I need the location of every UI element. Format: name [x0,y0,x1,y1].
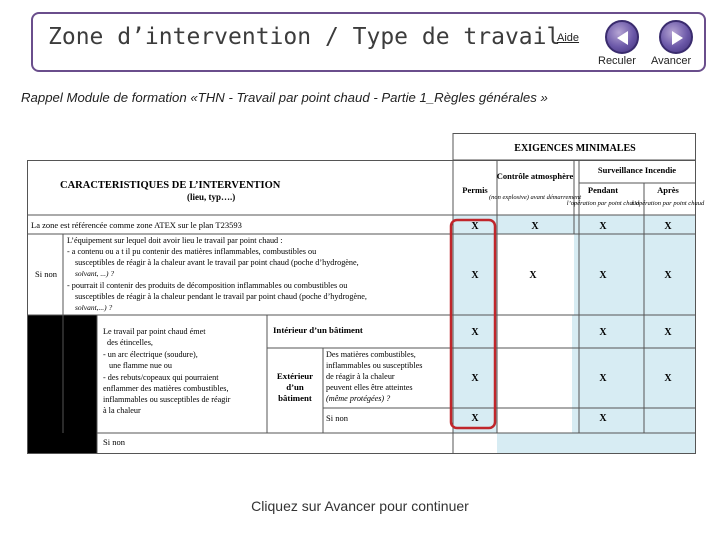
section-title: CARACTERISTIQUES DE L’INTERVENTION [60,180,281,191]
row2-line7: solvant,...) ? [75,303,113,312]
row3-line4: une flamme nue ou [109,361,172,370]
mark-r2-apres: X [664,270,672,281]
mark-r2-permis: X [471,270,479,281]
col-pendant-sub: l’opération par point chaud [566,200,640,207]
exterieur-line3: bâtiment [278,393,312,403]
mark-int-apres: X [664,327,672,338]
row2-line3: susceptibles de réagir à la chaleur avant le travail par point chaud (poche d’hydrogène, [75,258,359,267]
mark-sinon-pendant: X [599,413,607,424]
row3-si-non: Si non [67,368,89,378]
arrow-right-icon [668,29,686,47]
mark-r1-ctrl: X [531,221,539,232]
mark-int-permis: X [471,327,479,338]
section-subtitle: (lieu, typ….) [187,192,236,202]
mark-r1-apres: X [664,221,672,232]
forward-label[interactable]: Avancer [651,55,692,67]
row2-line4: solvant, ...) ? [75,269,115,278]
mark-ext-permis: X [471,373,479,384]
mark-r1-pendant: X [599,221,607,232]
white-r3-ctrl [497,315,572,433]
black-cell [27,315,97,454]
mark-r2-pendant: X [599,270,607,281]
mark-r1-permis: X [471,221,479,232]
footer-instruction: Cliquez sur Avancer pour continuer [251,498,469,514]
row3-line6: enflammer des matières combustibles, [103,384,229,393]
mark-ext-apres: X [664,373,672,384]
row3-line8: à la chaleur [103,406,141,415]
row2-line6: susceptibles de réagir à la chaleur pendant le travail par point chaud (poche d’hydrogène, [75,292,367,301]
arrow-left-icon [614,29,632,47]
back-button[interactable] [605,20,639,54]
row3-line5: - des rebuts/copeaux qui pourraient [103,373,219,382]
requirements-table [27,133,705,454]
ext-q-line1: Des matières combustibles, [326,350,416,359]
help-link[interactable]: Aide [557,32,580,44]
forward-button[interactable] [659,20,693,54]
row3-line3: - un arc électrique (soudure), [103,350,198,359]
row3-line7: inflammables ou susceptibles de réagir [103,395,231,404]
row2-line5: - pourrait il contenir des produits de décomposition inflammables ou combustibles ou [67,281,348,290]
ext-q-line2: inflammables ou susceptibles [326,361,423,370]
col-pendant-title: Pendant [587,185,619,195]
row3-line1: Le travail par point chaud émet [103,327,206,336]
ext-q-line5: (même protégées) ? [326,394,391,403]
col-permis: Permis [462,185,488,195]
requirements-table-image [27,133,705,454]
row4-si-non: Si non [103,437,125,447]
mark-r2-ctrl: X [529,270,537,281]
row2-si-non: Si non [35,269,57,279]
row-atex: La zone est référencée comme zone ATEX sur le plan T23593 [31,220,242,230]
col-controle-title: Contrôle atmosphère [496,171,574,181]
ext-si-non: Si non [326,413,348,423]
exigences-header: EXIGENCES MINIMALES [514,143,636,154]
mark-ext-pendant: X [599,373,607,384]
exterieur-line2: d’un [286,382,304,392]
col-apres-title: Après [657,185,679,195]
row3-line2: des étincelles, [107,338,153,347]
ext-q-line3: de réagir à la chaleur [326,372,395,381]
back-label[interactable]: Reculer [598,55,636,67]
exterieur-line1: Extérieur [276,371,314,381]
col-apres-sub: l’opération par point chaud [631,200,705,207]
row2-line1: L’équipement sur lequel doit avoir lieu le travail par point chaud : [67,236,283,245]
ext-q-line4: peuvent elles être atteintes [326,383,413,392]
col-controle-sub: (non explosive) avant démarrement [489,194,581,201]
row2-line2: - a contenu ou a t il pu contenir des matières inflammables, combustibles ou [67,247,317,256]
mark-int-pendant: X [599,327,607,338]
mark-sinon-permis: X [471,413,479,424]
interieur-batiment: Intérieur d’un bâtiment [273,325,363,335]
module-reference: Rappel Module de formation «THN - Travail par point chaud - Partie 1_Règles générales » [21,90,548,105]
page-title: Zone d’intervention / Type de travail [48,24,561,50]
surveillance-header: Surveillance Incendie [597,165,677,175]
